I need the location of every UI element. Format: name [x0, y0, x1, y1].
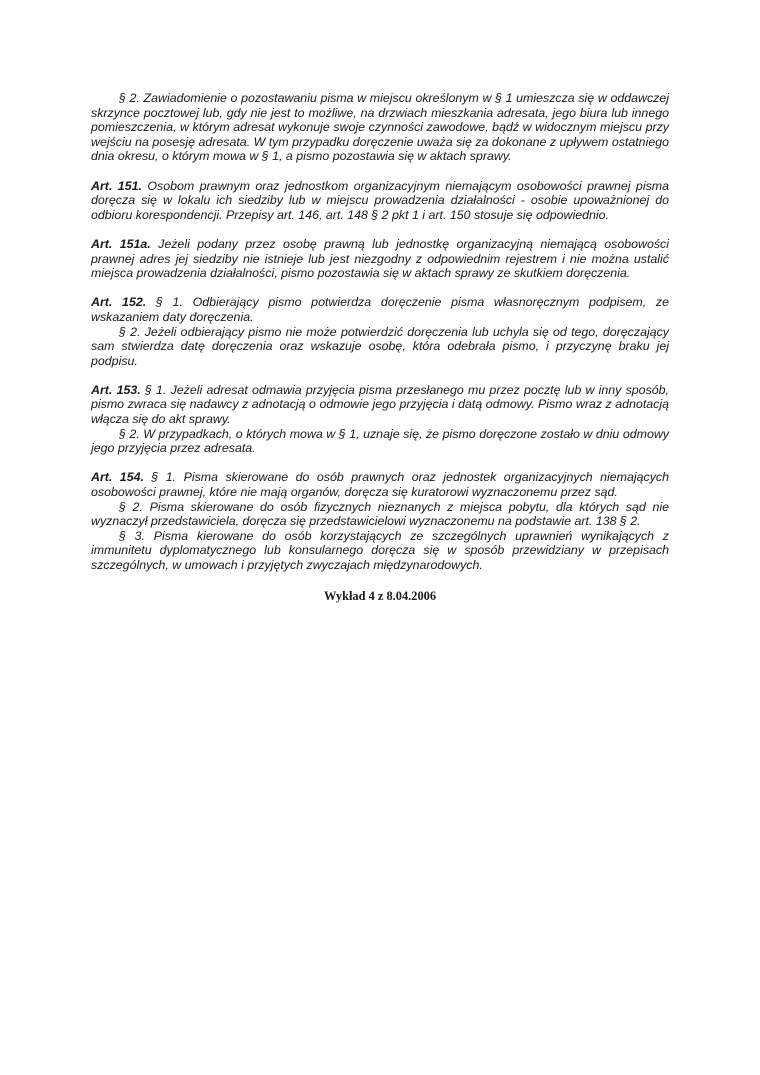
art154-section1 — [91, 470, 669, 499]
art152-section2: § 2. Jeżeli odbierający pismo nie może potwierdzić doręczenia lub uchyla się od tego, doręczający sam stwierdza datę doręczenia oraz wskazuje osobę, która odebrała pismo, i przyczynę braku jej podpisu. — [91, 324, 669, 368]
art151a-text: Jeżeli podany przez osobę prawną lub jednostkę organizacyjną niemającą osobowości prawnej adres jej siedziby nie istnieje lub jest niezgodny z odpowiednim rejestrem i nie można ustalić miejsca prowadzenia działalności, pismo pozostawia się w aktach sprawy ze skutkiem doręczenia. — [91, 236, 669, 281]
art153-section1-text: § 1. Jeżeli adresat odmawia przyjęcia pisma przesłanego mu przez pocztę lub w inny sposób, pismo zwraca się nadawcy z adnotacją o odmowie jego przyjęcia i datą odmowy. Pismo wraz z adnotacją włącza się do akt sprawy. — [91, 382, 669, 427]
art151a-paragraph — [91, 237, 669, 281]
art150-section2: § 2. Zawiadomienie o pozostawaniu pisma w miejscu określonym w § 1 umieszcza się w oddawczej skrzynce pocztowej lub, gdy nie jest to możliwe, na drzwiach mieszkania adresata, jego biura lub innego pomieszczenia, w którym adresat wykonuje swoje czynności zawodowe, bądź w widocznym miejscu przy wejściu na posesję adresata. W tym przypadku doręczenie uważa się za dokonane z upływem ostatniego dnia okresu, o którym mowa w § 1, a pismo pozostawia się w aktach sprawy. — [91, 91, 669, 164]
art151-text: Osobom prawnym oraz jednostkom organizacyjnym niemającym osobowości prawnej pisma doręcza się w lokalu ich siedziby lub w miejscu prowadzenia działalności - osobie upoważnionej do odbioru korespondencji. Przepisy art. 146, art. 148 § 2 pkt 1 i art. 150 stosuje się odpowiednio. — [91, 178, 669, 222]
art152-section1 — [91, 295, 669, 324]
art152-label: Art. 152. — [91, 295, 147, 310]
art153-section2: § 2. W przypadkach, o których mowa w § 1, uznaje się, że pismo doręczone zostało w dniu odmowy jego przyjęcia przez adresata. — [91, 426, 669, 456]
document-page — [91, 91, 669, 603]
lecture-footer: Wykład 4 z 8.04.2006 — [323, 588, 437, 603]
art153-label: Art. 153. — [91, 382, 141, 397]
art151-label: Art. 151. — [91, 178, 142, 193]
art154-section2: § 2. Pisma skierowane do osób fizycznych nieznanych z miejsca pobytu, dla których sąd nie wyznaczył przedstawiciela, doręcza się przedstawicielowi wyznaczonemu na podstawie art. 138 § 2. — [91, 499, 669, 529]
art154-section3: § 3. Pisma kierowane do osób korzystających ze szczególnych uprawnień wynikających z immunitetu dyplomatycznego lub konsularnego doręcza się w sposób przewidziany w przepisach szczególnych, w umowach i przyjętych zwyczajach międzynarodowych. — [91, 528, 669, 572]
art151-paragraph — [91, 179, 669, 223]
art154-label: Art. 154. — [91, 470, 144, 485]
art154-section1-text: § 1. Pisma skierowane do osób prawnych oraz jednostek organizacyjnych niemających osobowości prawnej, które nie mają organów, doręcza się kuratorowi wyznaczonemu przez sąd. — [91, 470, 669, 500]
art152-section1-text: § 1. Odbierający pismo potwierdza doręczenie pisma własnoręcznym podpisem, ze wskazaniem daty doręczenia. — [91, 295, 670, 324]
art151a-label: Art. 151a. — [91, 236, 151, 251]
art153-section1 — [91, 383, 669, 427]
